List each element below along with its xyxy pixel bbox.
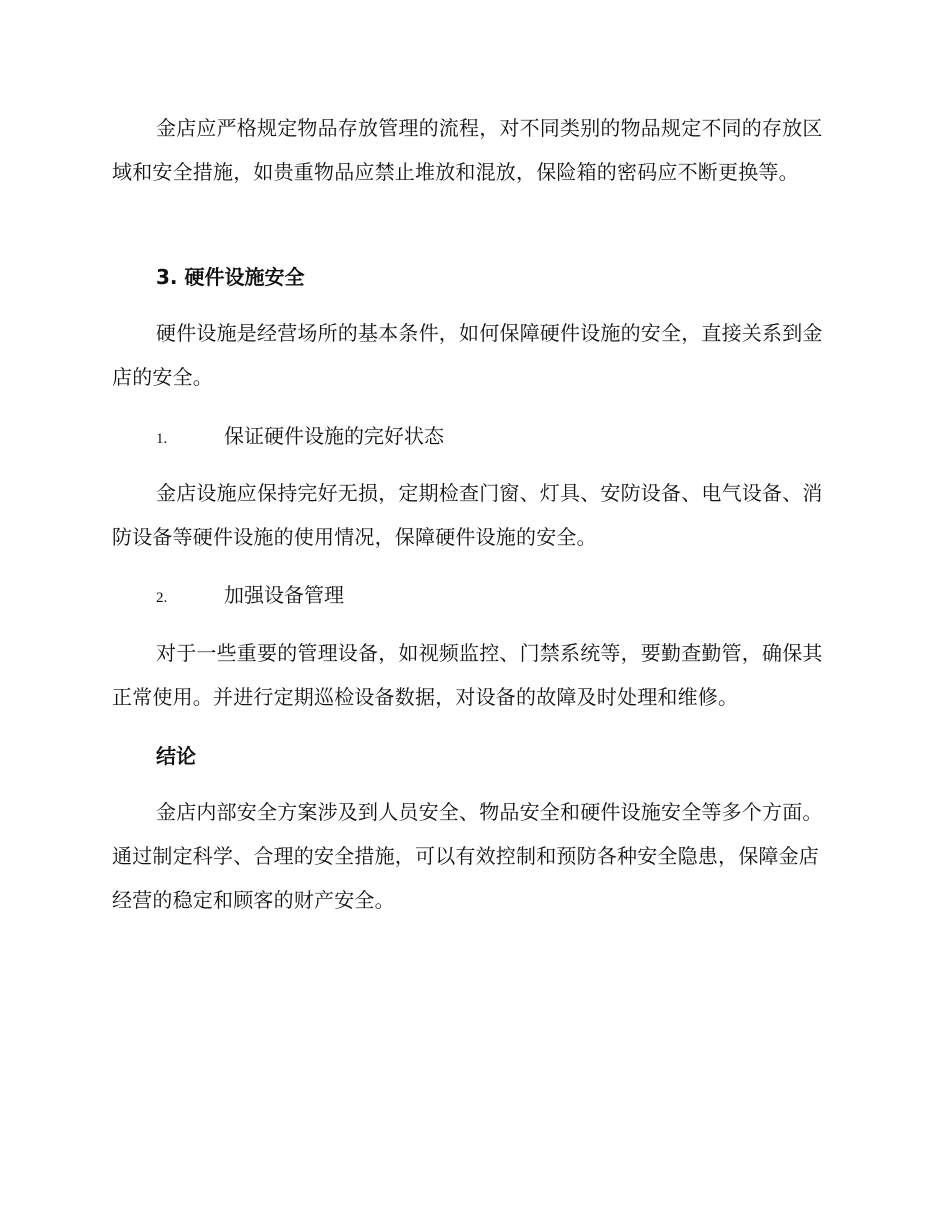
facility-condition-paragraph: 金店设施应保持完好无损，定期检查门窗、灯具、安防设备、电气设备、消防设备等硬件设施的使用情况，保障硬件设施的安全。 (112, 481, 823, 549)
list-item-2-title: 加强设备管理 (224, 583, 344, 607)
conclusion-paragraph: 金店内部安全方案涉及到人员安全、物品安全和硬件设施安全等多个方面。通过制定科学、合理的安全措施，可以有效控制和预防各种安全隐患，保障金店经营的稳定和顾客的财产安全。 (112, 800, 823, 912)
list-item-1-title: 保证硬件设施的完好状态 (224, 424, 444, 448)
list-item-2-number: 2. (156, 590, 168, 606)
list-item-1-number: 1. (156, 431, 168, 447)
storage-management-paragraph: 金店应严格规定物品存放管理的流程，对不同类别的物品规定不同的存放区域和安全措施，如贵重物品应禁止堆放和混放，保险箱的密码应不断更换等。 (112, 116, 823, 184)
conclusion-heading: 结论 (156, 744, 196, 768)
section-3-heading: 3. 硬件设施安全 (156, 265, 305, 289)
list-item-2 (112, 580, 876, 613)
equipment-management-paragraph: 对于一些重要的管理设备，如视频监控、门禁系统等，要勤查勤管，确保其正常使用。并进行定期巡检设备数据，对设备的故障及时处理和维修。 (112, 641, 823, 709)
hardware-intro-paragraph: 硬件设施是经营场所的基本条件，如何保障硬件设施的安全，直接关系到金店的安全。 (112, 321, 823, 389)
list-item-1 (112, 421, 876, 454)
